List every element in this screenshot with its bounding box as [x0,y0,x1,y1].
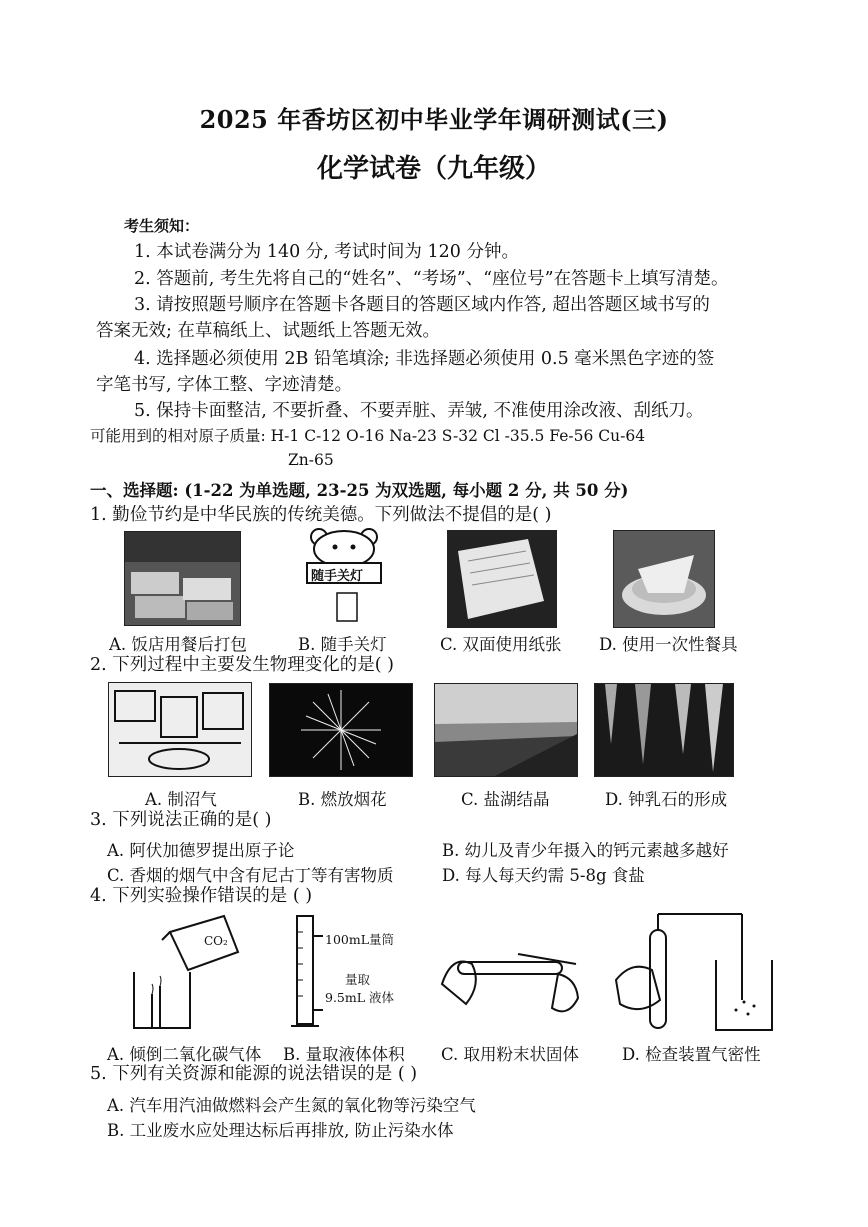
q2-image-c [434,683,578,777]
q4-image-a [124,912,254,1032]
notice-item-3-cont: 答案无效; 在草稿纸上、试题纸上答题无效。 [96,321,440,341]
q3-option-a: A. 阿伏加德罗提出原子论 [107,841,295,860]
q1-image-b [297,527,393,625]
q1-option-d: D. 使用一次性餐具 [599,635,738,654]
paper-title: 2025 年香坊区初中毕业学年调研测试(三) [199,105,669,134]
fireworks-icon [270,684,412,776]
airtightness-check-icon [612,910,778,1034]
notice-item-4: 4. 选择题必须使用 2B 铅笔填涂; 非选择题必须使用 0.5 毫米黑色字迹的签 [134,349,715,369]
q4-image-c [438,944,586,1024]
q1-image-d [613,530,715,628]
paper-subtitle: 化学试卷（九年级） [316,154,551,184]
notice-item-4-cont: 字笔书写, 字体工整、字迹清楚。 [96,375,353,395]
test-tube-powder-icon [438,944,586,1024]
q1-option-a: A. 饭店用餐后打包 [109,635,247,654]
pour-co2-beaker-icon [124,912,254,1032]
stalactite-icon [595,684,733,776]
q4-image-d [612,910,778,1034]
atomic-mass-line-2: Zn-65 [288,451,334,469]
q5-option-b: B. 工业废水应处理达标后再排放, 防止污染水体 [107,1121,454,1140]
notice-item-2: 2. 答题前, 考生先将自己的“姓名”、“考场”、“座位号”在答题卡上填写清楚。 [134,269,729,289]
salt-lake-icon [435,684,577,776]
q2-option-a: A. 制沼气 [145,790,217,809]
q2-image-a [108,682,252,777]
q4-stem: 4. 下列实验操作错误的是 ( ) [90,886,313,906]
q4-option-d: D. 检查装置气密性 [622,1045,761,1064]
atomic-mass-line: 可能用到的相对原子质量: H-1 C-12 O-16 Na-23 S-32 Cl -35.5 Fe-56 Cu-64 [90,427,646,445]
takeout-boxes-icon [125,532,240,625]
notice-item-3: 3. 请按照题号顺序在答题卡各题目的答题区域内作答, 超出答题区域书写的 [134,295,710,315]
q2-image-d [594,683,734,777]
q2-stem: 2. 下列过程中主要发生物理变化的是( ) [90,655,394,675]
q2-option-c: C. 盐湖结晶 [461,790,550,809]
q4-option-c: C. 取用粉末状固体 [441,1045,580,1064]
q4-option-b: B. 量取液体体积 [283,1045,405,1064]
q1-image-a [124,531,241,626]
disposable-bowl-icon [614,531,714,627]
q2-image-b [269,683,413,777]
q1-image-c [447,530,557,628]
q1-option-b: B. 随手关灯 [298,635,387,654]
q3-option-b: B. 幼儿及青少年摄入的钙元素越多越好 [442,841,729,860]
section-heading: 一、选择题: (1-22 为单选题, 23-25 为双选题, 每小题 2 分, 共 50 分) [90,481,629,500]
q4-image-b-label-1: 100mL量筒 [325,932,395,947]
q3-option-d: D. 每人每天约需 5-8g 食盐 [442,866,645,885]
q1-image-b-label: 随手关灯 [311,569,364,584]
q4-image-a-label: CO₂ [204,934,228,948]
q2-option-d: D. 钟乳石的形成 [605,790,728,809]
q4-image-b-label-3: 9.5mL 液体 [325,990,395,1005]
notice-item-5: 5. 保持卡面整洁, 不要折叠、不要弄脏、弄皱, 不准使用涂改液、刮纸刀。 [134,401,704,421]
q4-image-b [289,912,419,1032]
q1-option-c: C. 双面使用纸张 [440,635,562,654]
q4-image-b-label-2: 量取 [345,972,371,987]
q5-option-a: A. 汽车用汽油做燃料会产生氮的氧化物等污染空气 [107,1096,476,1115]
paper-sheets-icon [448,531,556,627]
notice-heading: 考生须知： [124,217,200,235]
q2-option-b: B. 燃放烟花 [298,790,387,809]
notice-item-1: 1. 本试卷满分为 140 分, 考试时间为 120 分钟。 [134,242,519,262]
q3-stem: 3. 下列说法正确的是( ) [90,810,272,830]
biogas-diagram-icon [109,683,251,776]
q1-stem: 1. 勤俭节约是中华民族的传统美德。下列做法不提倡的是( ) [90,505,552,525]
q4-option-a: A. 倾倒二氧化碳气体 [107,1045,262,1064]
q5-stem: 5. 下列有关资源和能源的说法错误的是 ( ) [90,1064,418,1084]
q3-option-c: C. 香烟的烟气中含有尼古丁等有害物质 [107,866,394,885]
